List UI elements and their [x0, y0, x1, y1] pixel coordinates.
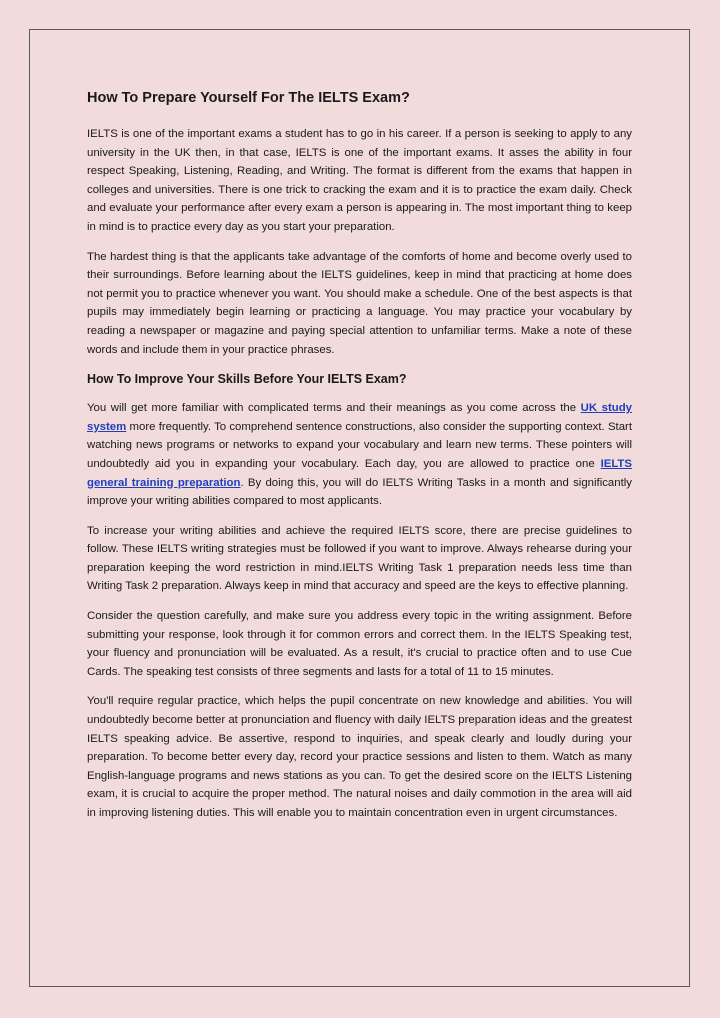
paragraph-listening: You'll require regular practice, which helps the pupil concentrate on new knowledge and abilities. You will undoubtedly become better at pronunciation and fluency with daily IELTS preparation ideas and the greatest IELTS speaking advice. Be assertive, respond to inquiries, and speak clearly and loudly during your preparation. To become better every day, record your practice sessions and listen to them. Watch as many English-language programs and news stations as you can. To get the desired score on the IELTS Listening exam, it is crucial to acquire the proper method. The natural noises and daily commotion in the area will aid in improving listening duties. This will enable you to maintain concentration even in urgent circumstances. — [87, 695, 632, 819]
page-title: How To Prepare Yourself For The IELTS Exam? — [87, 90, 410, 106]
ielts-general-training-link[interactable]: IELTS general training preparation — [87, 457, 632, 489]
paragraph-vocabulary — [87, 399, 632, 511]
paragraph-intro: IELTS is one of the important exams a student has to go in his career. If a person is seeking to apply to any university in the UK then, in that case, IELTS is one of the important exams. It asses the ability in four respect Speaking, Listening, Reading, and Writing. The format is different from the exams that happen in colleges and universities. There is one trick to cracking the exam and it is to practice the exam daily. Check and evaluate your performance after every exam a person is appearing in. The most important thing to keep in mind is to practice every day as you start your preparation. — [87, 128, 632, 233]
paragraph-home-practice: The hardest thing is that the applicants take advantage of the comforts of home and become overly used to their surroundings. Before learning about the IELTS guidelines, keep in mind that practicing at home does not permit you to practice whenever you want. You should make a schedule. One of the best aspects is that pupils may immediately begin learning or practicing a language. You may practice your vocabulary by reading a newspaper or magazine and paying special attention to unfamiliar terms. Make a note of these words and include them in your practice phrases. — [87, 250, 632, 356]
paragraph-text: more frequently. To comprehend sentence constructions, also consider the supporting context. Start watching news programs or networks to expand your vocabulary and learn new terms. These pointers will undoubtedly aid you in expanding your vocabulary. Each day, you are allowed to practice one — [87, 420, 632, 470]
paragraph-writing: To increase your writing abilities and achieve the required IELTS score, there are precise guidelines to follow. These IELTS writing strategies must be followed if you want to improve. Always rehearse during your preparation keeping the word restriction in mind.IELTS Writing Task 1 preparation needs less time than Writing Task 2 preparation. Always keep in mind that accuracy and speed are the keys to effective planning. — [87, 524, 632, 593]
document-body — [87, 88, 632, 834]
paragraph-speaking: Consider the question carefully, and make sure you address every topic in the writing assignment. Before submitting your response, look through it for common errors and correct them. In the IELTS Speaking test, your fluency and pronunciation will be evaluated. As a result, it's crucial to practice often and to use Cue Cards. The speaking test consists of three segments and lasts for a total of 11 to 15 minutes. — [87, 610, 632, 678]
paragraph-text: . By doing this, you will do IELTS Writing Tasks in a month and significantly improve your writing abilities compared to most applicants. — [87, 476, 632, 508]
section-heading: How To Improve Your Skills Before Your IELTS Exam? — [87, 372, 407, 387]
uk-study-system-link[interactable]: UK study system — [87, 402, 632, 433]
paragraph-text: You will get more familiar with complicated terms and their meanings as you come across the — [87, 402, 581, 415]
